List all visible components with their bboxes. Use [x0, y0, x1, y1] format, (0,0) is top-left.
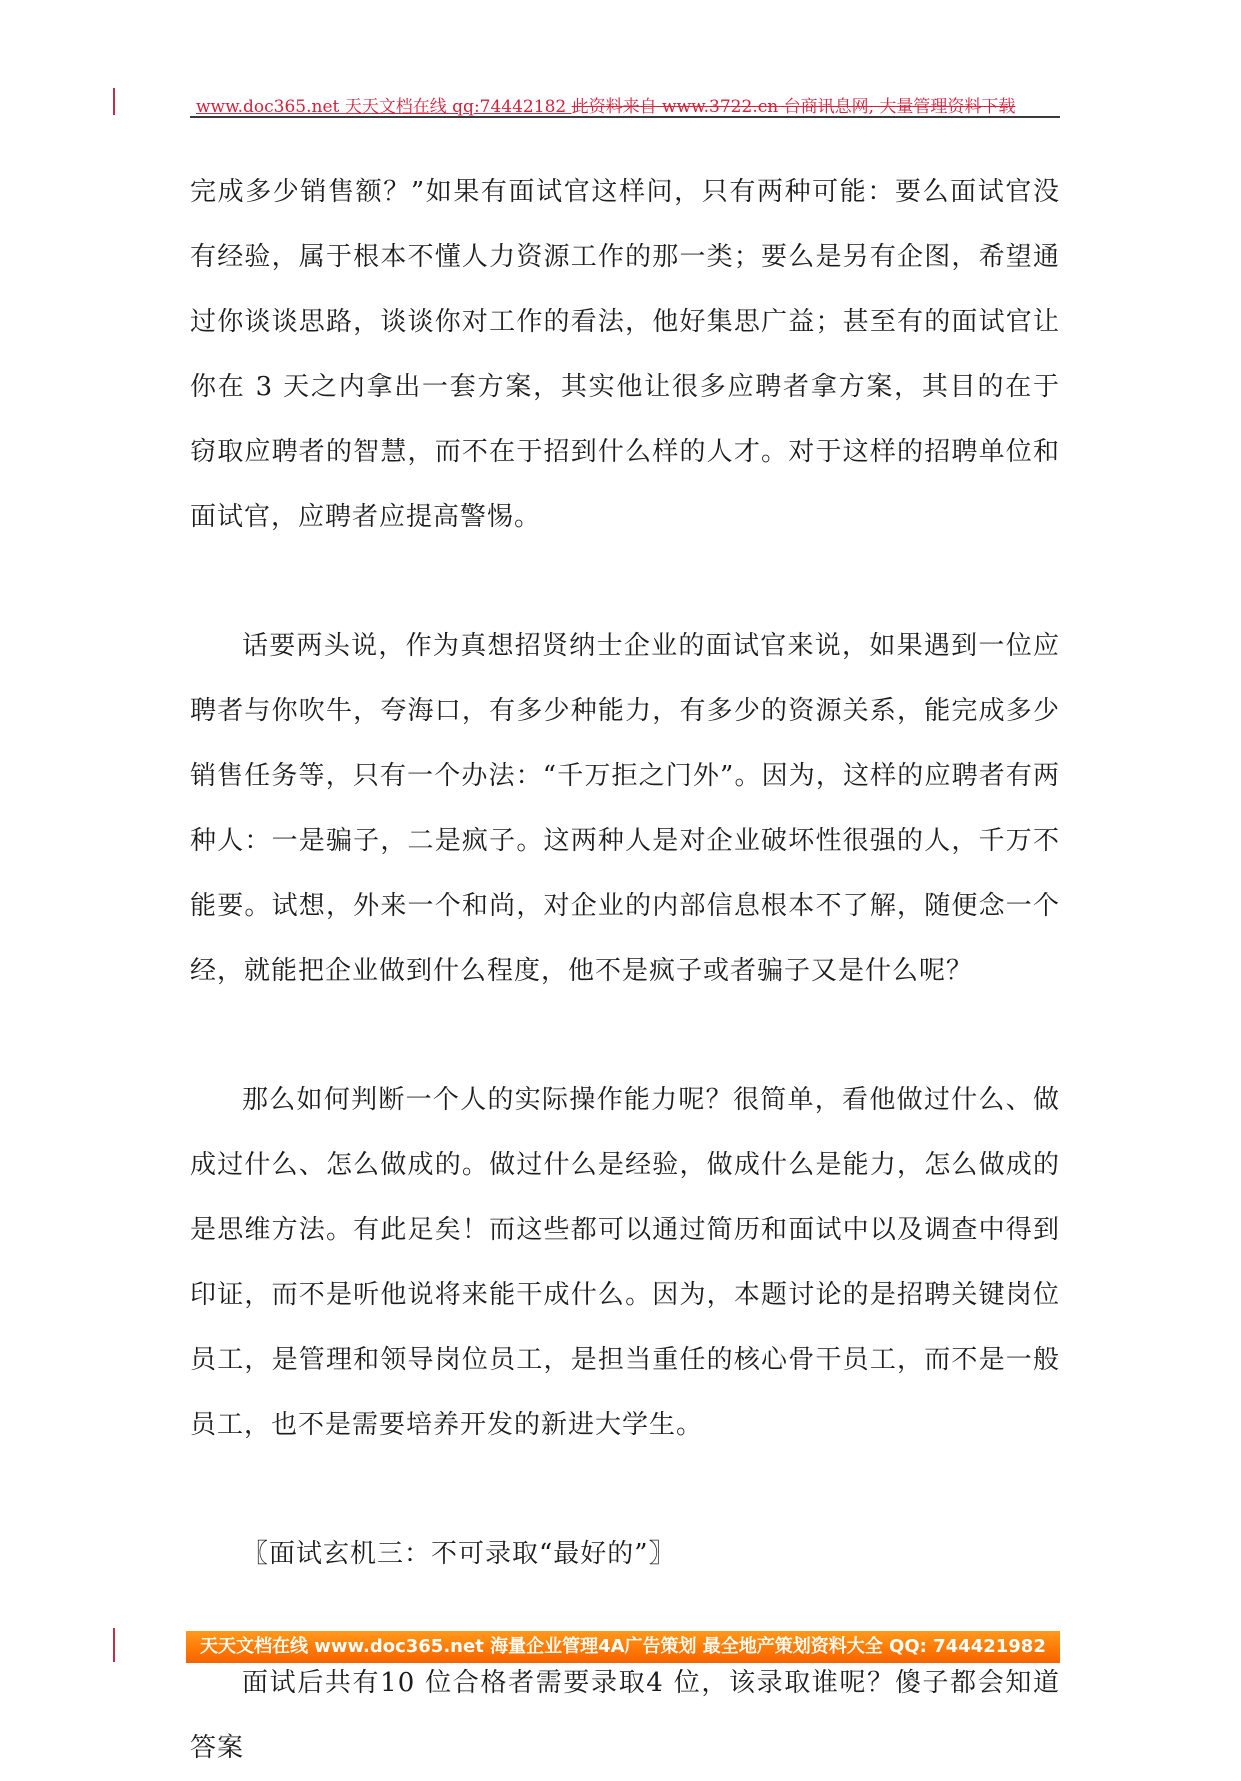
section-heading: 〖面试玄机三：不可录取“最好的”〗 — [242, 1539, 676, 1569]
paragraph-2: 话要两头说，作为真想招贤纳士企业的面试官来说，如果遇到一位应聘者与你吹牛，夸海口，有多少种能力，有多少的资源关系，能完成多少销售任务等，只有一个办法：“千万拒之门外”。因为，这样的应聘者有两种人：一是骗子，二是疯子。这两种人是对企业破坏性很强的人，千万不能要。试想，外来一个和尚，对企业的内部信息根本不了解，随便念一个经，就能把企业做到什么程度，他不是疯子或者骗子又是什么呢？ — [190, 631, 1060, 986]
paragraph-1: 完成多少销售额？”如果有面试官这样问，只有两种可能：要么面试官没有经验，属于根本不懂人力资源工作的那一类；要么是另有企图，希望通过你谈谈思路，谈谈你对工作的看法，他好集思广益；甚至有的面试官让你在 3 天之内拿出一套方案，其实他让很多应聘者拿方案，其目的在于窃取应聘者的智慧，而不在于招到什么样的人才。对于这样的招聘单位和面试官，应聘者应提高警惕。 — [190, 177, 1060, 532]
paragraph-3: 那么如何判断一个人的实际操作能力呢？很简单，看他做过什么、做成过什么、怎么做成的。做过什么是经验，做成什么是能力，怎么做成的是思维方法。有此足矣！而这些都可以通过简历和面试中以及调查中得到印证，而不是听他说将来能干成什么。因为，本题讨论的是招聘关键岗位员工，是管理和领导岗位员工，是担当重任的核心骨干员工，而不是一般员工，也不是需要培养开发的新进大学生。 — [190, 1085, 1060, 1440]
document-body — [190, 160, 1060, 1781]
paragraph-4: 面试后共有10 位合格者需要录取4 位，该录取谁呢？傻子都会知道答案 — [190, 1668, 1060, 1763]
margin-mark-bottom — [113, 1628, 115, 1662]
header-site[interactable]: 台商讯息网, 大量管理资料下载 — [778, 97, 1016, 117]
margin-mark-top — [113, 88, 115, 115]
footer-banner[interactable]: 天天文档在线 www.doc365.net 海量企业管理4A广告策划 最全地产策划资料大全 QQ: 744421982 — [186, 1631, 1060, 1663]
header-text — [196, 92, 1015, 117]
header-source[interactable]: 此资料来自 www.3722.cn — [571, 97, 779, 117]
header-link[interactable]: www.doc365.net 天天文档在线 qq:74442182 — [196, 97, 572, 117]
